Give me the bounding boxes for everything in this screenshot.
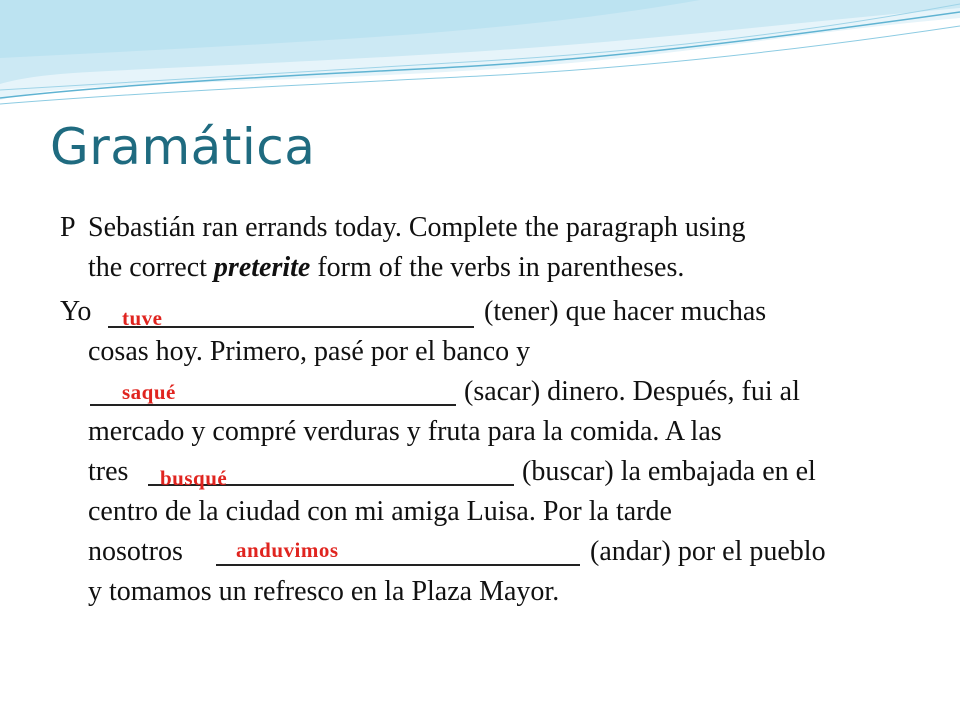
paragraph-line-5-end: (buscar) la embajada en el: [522, 456, 816, 487]
answer-blank-1: [108, 326, 474, 328]
paragraph-line-8: y tomamos un refresco en la Plaza Mayor.: [88, 576, 560, 607]
preterite-emphasis: preterite: [213, 252, 311, 283]
paragraph-line-4: mercado y compré verduras y fruta para la comida. A las: [88, 416, 722, 447]
bullet-marker: P: [60, 212, 76, 243]
instruction-line-2: [88, 248, 684, 288]
instruction-line-2-start: the correct: [88, 252, 214, 283]
paragraph-line-6: centro de la ciudad con mi amiga Luisa. Por la tarde: [88, 496, 672, 527]
instruction-line-1: Sebastián ran errands today. Complete the paragraph using: [88, 212, 746, 243]
paragraph-line-5-start: tres: [88, 456, 129, 487]
answer-text-2: saqué: [122, 380, 176, 404]
paragraph-line-7-start: nosotros: [88, 536, 183, 567]
decorative-wave-header: [0, 0, 960, 110]
paragraph-line-3-end: (sacar) dinero. Después, fui al: [464, 376, 800, 407]
answer-text-4: anduvimos: [236, 538, 339, 562]
paragraph-line-1-end: (tener) que hacer muchas: [484, 296, 767, 327]
instruction-line-2-end: form of the verbs in parentheses.: [310, 252, 685, 283]
answer-text-3: busqué: [160, 466, 228, 490]
paragraph-line-2: cosas hoy. Primero, pasé por el banco y: [88, 336, 531, 367]
answer-text-1: tuve: [122, 306, 163, 330]
slide-title: Gramática: [50, 118, 316, 176]
paragraph-line-1-start: Yo: [60, 296, 92, 327]
paragraph-line-7-end: (andar) por el pueblo: [590, 536, 826, 567]
